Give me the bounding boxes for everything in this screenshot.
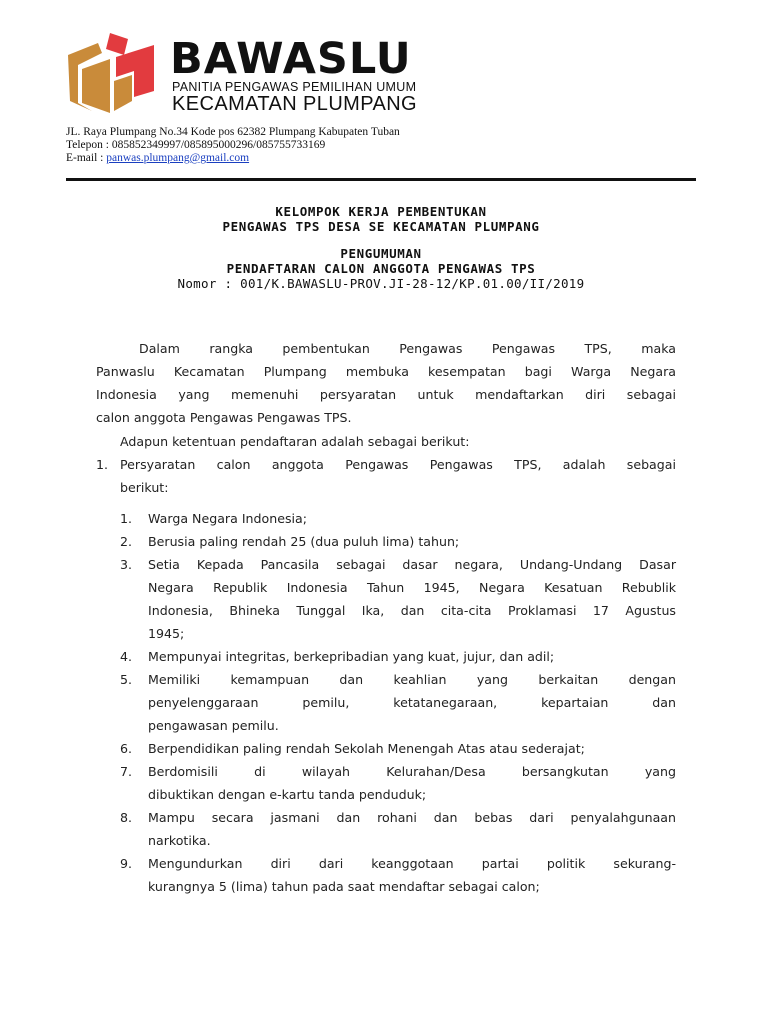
list-item-number: 8. <box>120 810 133 825</box>
list-item-number: 6. <box>120 741 133 756</box>
list-item <box>120 553 676 645</box>
list-item <box>120 507 676 530</box>
document-number: Nomor : 001/K.BAWASLU-PROV.JI-28-12/KP.01.00/II/2019 <box>177 276 585 291</box>
intro-paragraph <box>96 337 676 429</box>
title-line-4: PENDAFTARAN CALON ANGGOTA PENGAWAS TPS <box>226 261 536 276</box>
org-name: BAWASLU <box>170 34 412 84</box>
title-line-2: PENGAWAS TPS DESA SE KECAMATAN PLUMPANG <box>222 219 540 234</box>
list-item-text <box>148 530 676 553</box>
phone-label: Telepon : <box>66 139 109 151</box>
paragraph-line: calon anggota Pengawas Pengawas TPS. <box>96 410 352 425</box>
list-item <box>120 806 676 852</box>
list-item-number: 3. <box>120 557 133 572</box>
title-line-3: PENGUMUMAN <box>340 246 422 261</box>
list-item-line: Negara Republik Indonesia Tahun 1945, Negara Kesatuan Rebublik <box>148 580 676 595</box>
list-item-number: 2. <box>120 534 133 549</box>
list-item-line: Mengundurkan diri dari keanggotaan partai politik sekurang- <box>148 856 676 871</box>
list-item-text <box>148 852 676 898</box>
list-item-line: pengawasan pemilu. <box>148 718 279 733</box>
list-item-line: Berdomisili di wilayah Kelurahan/Desa bersangkutan yang <box>148 764 676 779</box>
list-item-line: Berpendidikan paling rendah Sekolah Menengah Atas atau sederajat; <box>148 741 585 756</box>
list-item-line: 1945; <box>148 626 185 641</box>
org-subtitle: PANITIA PENGAWAS PEMILIHAN UMUM <box>172 80 417 94</box>
list-item-number: 9. <box>120 856 133 871</box>
list-item-line: Warga Negara Indonesia; <box>148 511 307 526</box>
list-item-text <box>148 668 676 737</box>
list-item-number: 7. <box>120 764 133 779</box>
section-number: 1. <box>96 457 109 472</box>
section-1 <box>96 453 676 499</box>
list-item <box>120 737 676 760</box>
email-line <box>66 152 400 165</box>
section-line: Persyaratan calon anggota Pengawas Pengawas TPS, adalah sebagai <box>120 457 676 472</box>
list-item-line: dibuktikan dengan e-kartu tanda penduduk; <box>148 787 427 802</box>
logo-gold-bottom-right <box>114 75 132 111</box>
list-item-number: 1. <box>120 511 133 526</box>
phone-numbers: 085852349997/085895000296/085755733169 <box>111 139 326 151</box>
header-divider <box>66 178 696 181</box>
list-item <box>120 668 676 737</box>
list-item-line: penyelenggaraan pemilu, ketatanegaraan, kepartaian dan <box>148 695 676 710</box>
list-item-line: Memiliki kemampuan dan keahlian yang berkaitan dengan <box>148 672 676 687</box>
email-label: E-mail : <box>66 152 104 164</box>
list-item <box>120 645 676 668</box>
list-item-text <box>148 737 676 760</box>
list-item-number: 4. <box>120 649 133 664</box>
provisions-intro: Adapun ketentuan pendaftaran adalah sebagai berikut: <box>120 434 470 449</box>
list-item-line: narkotika. <box>148 833 211 848</box>
list-item-line: Mampu secara jasmani dan rohani dan bebas dari penyalahgunaan <box>148 810 676 825</box>
logo-red-square <box>106 33 128 55</box>
list-item-text <box>148 553 676 645</box>
contact-block <box>66 126 400 165</box>
logo-gold-bottom <box>82 59 110 113</box>
org-district: KECAMATAN PLUMPANG <box>172 93 418 115</box>
phone-line <box>66 139 400 152</box>
list-item-line: Berusia paling rendah 25 (dua puluh lima) tahun; <box>148 534 460 549</box>
list-item <box>120 760 676 806</box>
list-item-text <box>148 507 676 530</box>
list-item <box>120 852 676 898</box>
address-line: JL. Raya Plumpang No.34 Kode pos 62382 Plumpang Kabupaten Tuban <box>66 126 400 138</box>
list-item-line: Mempunyai integritas, berkepribadian yang kuat, jujur, dan adil; <box>148 649 555 664</box>
list-item-text <box>148 806 676 852</box>
list-item-line: Setia Kepada Pancasila sebagai dasar negara, Undang-Undang Dasar <box>148 557 676 572</box>
list-item-line: kurangnya 5 (lima) tahun pada saat mendaftar sebagai calon; <box>148 879 540 894</box>
section-line: berikut: <box>120 480 169 495</box>
section-text <box>120 453 676 499</box>
list-item-text <box>148 760 676 806</box>
bawaslu-logo <box>66 31 158 115</box>
title-line-1: KELOMPOK KERJA PEMBENTUKAN <box>275 204 487 219</box>
list-item-number: 5. <box>120 672 133 687</box>
paragraph-line: Indonesia yang memenuhi persyaratan untuk mendaftarkan diri sebagai <box>96 387 676 402</box>
email-link[interactable]: panwas.plumpang@gmail.com <box>106 152 250 164</box>
list-item-text <box>148 645 676 668</box>
list-item-line: Indonesia, Bhineka Tunggal Ika, dan cita-cita Proklamasi 17 Agustus <box>148 603 676 618</box>
paragraph-line: Dalam rangka pembentukan Pengawas Pengawas TPS, maka <box>139 341 676 356</box>
list-item <box>120 530 676 553</box>
paragraph-line: Panwaslu Kecamatan Plumpang membuka kesempatan bagi Warga Negara <box>96 364 676 379</box>
